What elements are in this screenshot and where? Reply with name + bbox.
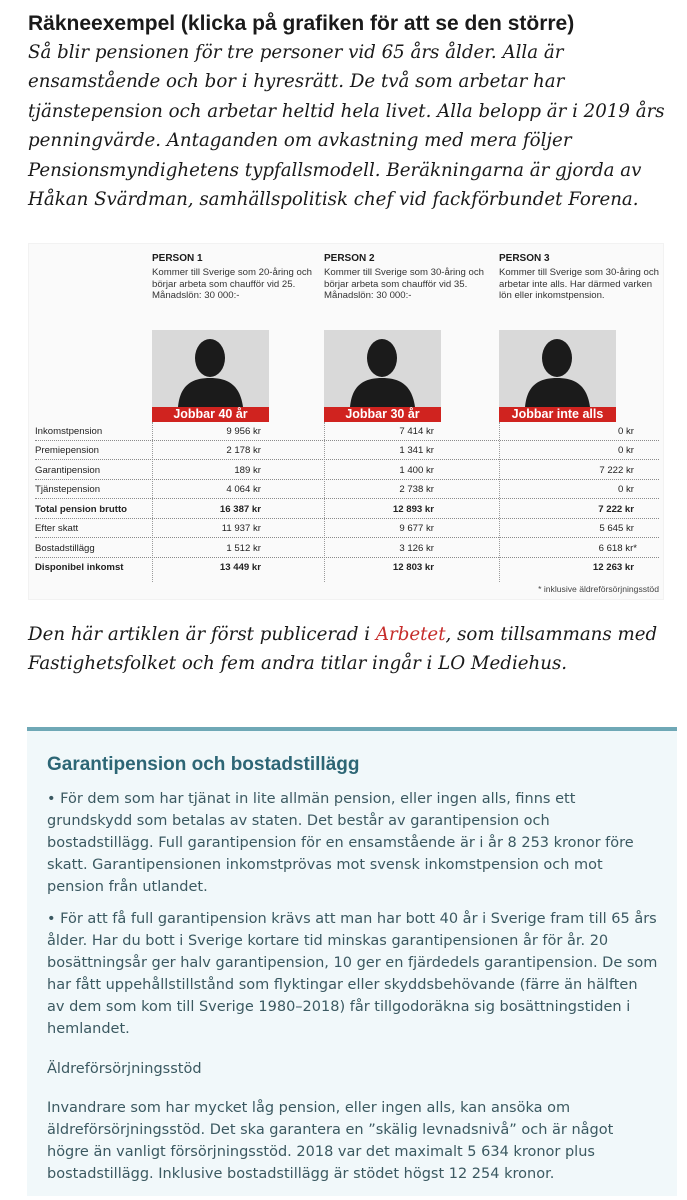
person-2-banner: Jobbar 30 år xyxy=(324,407,441,422)
person-1-header xyxy=(152,252,314,302)
person-3-silhouette xyxy=(499,330,616,407)
table-cell: 3 126 kr xyxy=(399,543,434,554)
example-heading[interactable]: Räkneexempel (klicka på grafiken för att se den större) xyxy=(28,12,575,35)
person-2-desc: Kommer till Sverige som 30-åring och börjar arbeta som chaufför vid 35. Månadslön: 30 000:- xyxy=(324,267,484,301)
arbetet-link[interactable]: Arbetet xyxy=(375,624,446,645)
person-2-silhouette xyxy=(324,330,441,407)
row-label: Premiepension xyxy=(35,445,99,456)
person-1-desc: Kommer till Sverige som 20-åring och börjar arbeta som chaufför vid 25. Månadslön: 30 000:- xyxy=(152,267,312,301)
table-cell: 16 387 kr xyxy=(219,504,261,515)
row-divider xyxy=(35,518,659,519)
table-cell: 7 222 kr xyxy=(598,504,634,515)
note-text-after: , som tillsammans med Fastighetsfolket och fem andra titlar ingår i LO Mediehus. xyxy=(28,624,658,675)
table-cell: 12 893 kr xyxy=(392,504,434,515)
table-cell: 0 kr xyxy=(618,484,634,495)
table-cell: 12 263 kr xyxy=(592,562,634,573)
person-2-header xyxy=(324,252,486,302)
table-cell: 2 178 kr xyxy=(226,445,261,456)
factbox-title: Garantipension och bostadstillägg xyxy=(47,754,360,775)
table-cell: 0 kr xyxy=(618,426,634,437)
table-cell: 5 645 kr xyxy=(599,523,634,534)
factbox-paragraph-2: • För att få full garantipension krävs att man har bott 40 år i Sverige fram till 65 års ålder. Har du bott i Sverige kortare tid minskas garantipensionen år för år. 20 bosättningsår ger halv garantipension, 10 ger en fjärdedels garantipension. De som har fått uppehållstillstånd som flyktingar eller skyddsbehövande (färre än hälften av dem som kom till Sverige 1980–2018) får tillgodoräkna sig bosättningstiden i hemlandet. xyxy=(47,911,658,1037)
table-cell: 1 512 kr xyxy=(226,543,261,554)
row-label: Disponibel inkomst xyxy=(35,562,124,573)
table-cell: 7 414 kr xyxy=(399,426,434,437)
factbox-paragraph-1: • För dem som har tjänat in lite allmän pension, eller ingen alls, finns ett grundskydd som betalas av staten. Det består av garantipension och bostadstillägg. Full garantipension för en ensamstående är i år 8 253 kronor före skatt. Garantipensionen inkomstprövas mot svensk inkomstpension och mot pension från utlandet. xyxy=(47,791,634,895)
row-divider xyxy=(35,440,659,441)
person-1-title: PERSON 1 xyxy=(152,253,203,264)
person-3-header xyxy=(499,252,661,302)
table-cell: 9 677 kr xyxy=(399,523,434,534)
row-label: Efter skatt xyxy=(35,523,79,534)
row-divider xyxy=(35,537,659,538)
table-cell: 9 956 kr xyxy=(226,426,261,437)
table-cell: 6 618 kr* xyxy=(598,543,637,554)
person-1-banner: Jobbar 40 år xyxy=(152,407,269,422)
row-divider xyxy=(35,459,659,460)
row-divider xyxy=(35,498,659,499)
table-cell: 189 kr xyxy=(234,465,261,476)
table-cell: 1 400 kr xyxy=(399,465,434,476)
column-divider xyxy=(324,422,325,582)
table-cell: 13 449 kr xyxy=(219,562,261,573)
factbox-subheading: Äldreförsörjningsstöd xyxy=(47,1061,202,1077)
table-cell: 12 803 kr xyxy=(392,562,434,573)
factbox-paragraph-3: Invandrare som har mycket låg pension, eller ingen alls, kan ansöka om äldreförsörjningsstöd. Det ska garantera en ”skälig levnadsnivå” och är något högre än vanligt försörjningsstöd. 2018 var det maximalt 5 634 kronor plus bostadstillägg. Inklusive bostadstillägg är stödet högst 12 254 kronor. xyxy=(47,1100,614,1182)
row-label: Tjänstepension xyxy=(35,484,101,495)
intro-text: Så blir pensionen för tre personer vid 65 års ålder. Alla är ensamstående och bor i hyresrätt. De två som arbetar har tjänstepension och arbetar heltid hela livet. Alla belopp är i 2019 års penningvärde. Antaganden om avkastning med mera följer Pensionsmyndighetens typfallsmodell. Beräkningarna är gjorda av Håkan Svärdman, samhällspolitisk chef vid fackförbundet Forena. xyxy=(28,42,665,211)
row-divider xyxy=(35,557,659,558)
fact-box xyxy=(27,727,677,1196)
person-3-title: PERSON 3 xyxy=(499,253,550,264)
person-2-title: PERSON 2 xyxy=(324,253,375,264)
row-label: Inkomstpension xyxy=(35,426,103,437)
row-label: Total pension brutto xyxy=(35,504,128,515)
table-cell: 7 222 kr xyxy=(599,465,634,476)
infographic-footnote: * inklusive äldreförsörjningsstöd xyxy=(538,584,659,594)
person-1-silhouette xyxy=(152,330,269,407)
table-cell: 0 kr xyxy=(618,445,634,456)
row-label: Bostadstillägg xyxy=(35,543,95,554)
publication-note xyxy=(28,620,683,679)
note-text-before: Den här artiklen är först publicerad i xyxy=(28,624,376,645)
row-divider xyxy=(35,479,659,480)
table-cell: 2 738 kr xyxy=(399,484,434,495)
column-divider xyxy=(499,422,500,582)
person-3-banner: Jobbar inte alls xyxy=(499,407,616,422)
row-label: Garantipension xyxy=(35,465,101,476)
pension-infographic[interactable] xyxy=(28,243,664,600)
table-cell: 1 341 kr xyxy=(399,445,434,456)
table-cell: 4 064 kr xyxy=(226,484,261,495)
table-cell: 11 937 kr xyxy=(221,523,261,534)
person-3-desc: Kommer till Sverige som 30-åring och arbetar inte alls. Har därmed varken lön eller inkomstpension. xyxy=(499,267,659,301)
